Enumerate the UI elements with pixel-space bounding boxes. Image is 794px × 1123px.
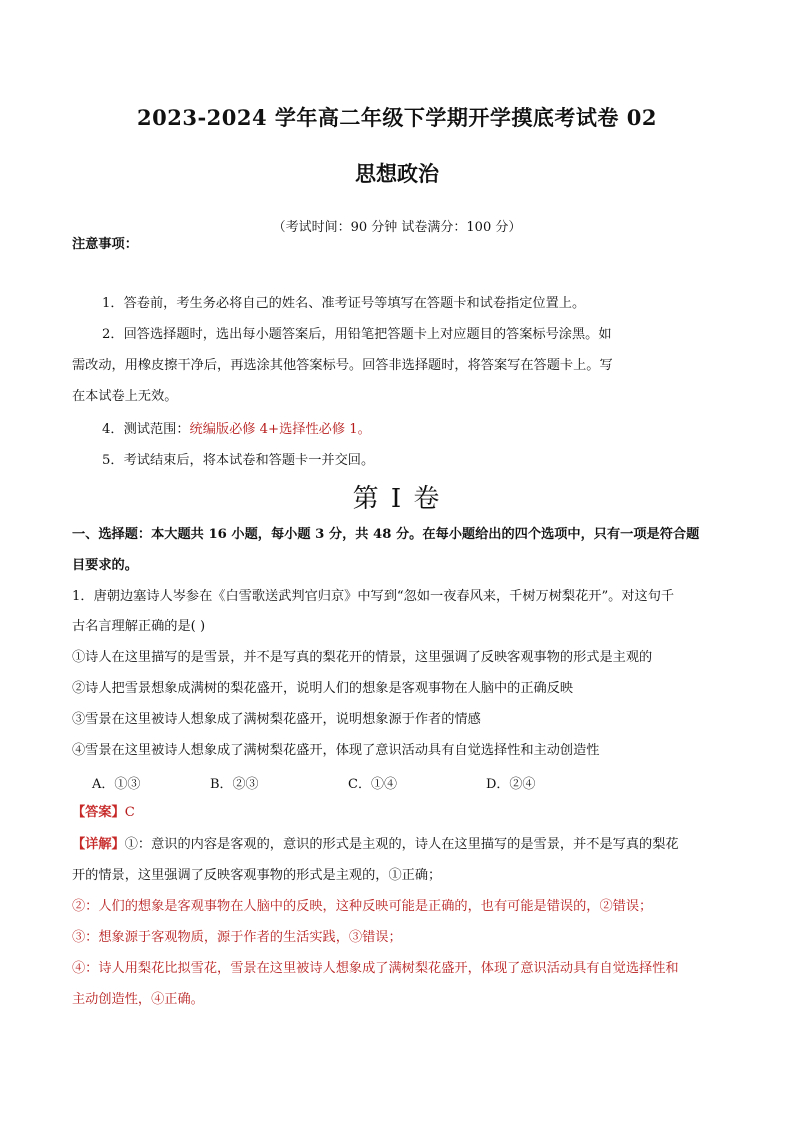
part1-instruction-line-2: 目要求的。	[72, 558, 138, 573]
notice-heading: 注意事项：	[72, 237, 138, 252]
question-1-detail-line-1	[72, 836, 722, 854]
notice-item-4-prefix: 4．测试范围：	[102, 422, 190, 437]
option-d: D．②④	[486, 777, 536, 792]
question-1-detail-red-3-line-2: 主动创造性，④正确。	[72, 992, 204, 1007]
question-1-statement-3: ③雪景在这里被诗人想象成了满树梨花盛开，说明想象源于作者的情感	[72, 712, 481, 727]
question-1-stem-line-2: 古名言理解正确的是( )	[72, 619, 206, 634]
exam-time-and-score: （考试时间：90 分钟 试卷满分：100 分）	[272, 220, 522, 235]
option-b: B．②③	[210, 777, 259, 792]
question-1-statement-2: ②诗人把雪景想象成满树的梨花盛开，说明人们的想象是客观事物在人脑中的正确反映	[72, 681, 574, 696]
question-1-answer	[72, 804, 722, 822]
question-1-detail-red-3-line-1: ④：诗人用梨花比拟雪花，雪景在这里被诗人想象成了满树梨花盛开，体现了意识活动具有自觉选择性和	[72, 961, 679, 976]
question-1-statement-1: ①诗人在这里描写的是雪景，并不是写真的梨花开的情景，这里强调了反映客观事物的形式是主观的	[72, 650, 653, 665]
answer-label: 【答案】	[72, 805, 125, 820]
option-a: A．①③	[92, 777, 141, 792]
notice-item-1: 1．答卷前，考生务必将自己的姓名、准考证号等填写在答题卡和试卷指定位置上。	[102, 296, 586, 311]
notice-item-2-line-1: 2．回答选择题时，选出每小题答案后，用铅笔把答题卡上对应题目的答案标号涂黑。如	[102, 327, 612, 342]
question-1-detail-red-2: ③：想象源于客观物质，源于作者的生活实践，③错误；	[72, 930, 402, 945]
detail-label: 【详解】	[72, 837, 125, 852]
exam-title: 2023-2024 学年高二年级下学期开学摸底考试卷 02	[137, 105, 657, 130]
notice-item-4	[102, 421, 752, 439]
part1-instruction-line-1: 一、选择题：本大题共 16 小题，每小题 3 分，共 48 分。在每小题给出的四个选项中，只有一项是符合题	[72, 527, 700, 542]
answer-value: C	[124, 805, 135, 820]
question-1-detail-red-1: ②：人们的想象是客观事物在人脑中的反映，这种反映可能是正确的，也有可能是错误的，②错误；	[72, 899, 653, 914]
exam-subject: 思想政治	[355, 161, 439, 186]
notice-item-2-line-3: 在本试卷上无效。	[72, 389, 178, 404]
detail-text-1: ①：意识的内容是客观的，意识的形式是主观的，诗人在这里描写的是雪景，并不是写真的梨花	[124, 837, 679, 852]
option-c: C．①④	[348, 777, 397, 792]
notice-item-2-line-2: 需改动，用橡皮擦干净后，再选涂其他答案标号。回答非选择题时，将答案写在答题卡上。写	[72, 358, 613, 373]
notice-item-5: 5．考试结束后，将本试卷和答题卡一并交回。	[102, 453, 375, 468]
question-1-options	[92, 773, 692, 791]
section-title: 第 I 卷	[352, 484, 442, 514]
question-1-statement-4: ④雪景在这里被诗人想象成了满树梨花盛开，体现了意识活动具有自觉选择性和主动创造性	[72, 743, 600, 758]
question-1-detail-line-2: 开的情景，这里强调了反映客观事物的形式是主观的，①正确；	[72, 868, 442, 883]
notice-item-4-scope: 统编版必修 4+选择性必修 1。	[189, 422, 371, 437]
question-1-stem-line-1: 1．唐朝边塞诗人岑参在《白雪歌送武判官归京》中写到“忽如一夜春风来，千树万树梨花开”。对这句千	[72, 589, 675, 604]
